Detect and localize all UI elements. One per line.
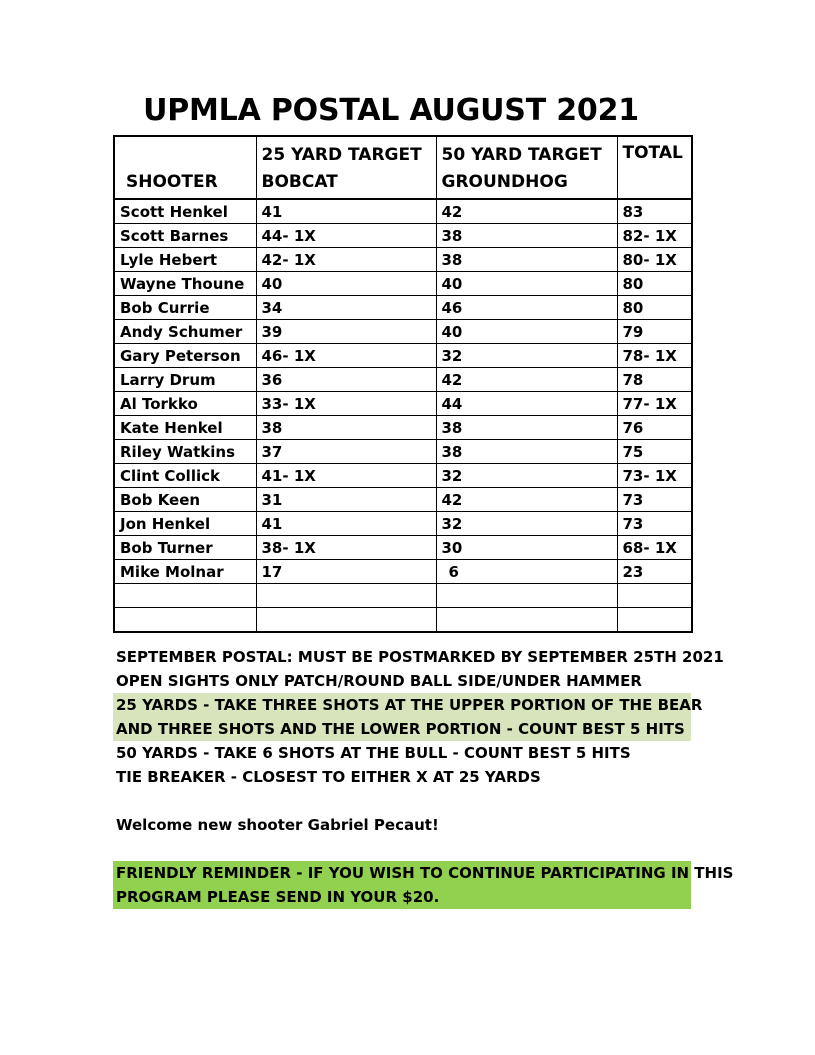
- score-25-cell: [256, 608, 436, 633]
- table-row: [114, 440, 692, 464]
- score-50-cell: 42: [436, 488, 617, 512]
- shooter-name-cell: Bob Keen: [114, 488, 256, 512]
- header-50-yard: [436, 136, 617, 199]
- table-row: [114, 608, 692, 633]
- table-row: [114, 416, 692, 440]
- total-cell: 68- 1X: [617, 536, 692, 560]
- score-25-cell: 33- 1X: [256, 392, 436, 416]
- shooter-name-cell: Bob Currie: [114, 296, 256, 320]
- total-cell: [617, 584, 692, 608]
- score-50-cell: 42: [436, 368, 617, 392]
- table-row: [114, 368, 692, 392]
- score-50-cell: 46: [436, 296, 617, 320]
- spacer: [113, 789, 691, 813]
- score-50-cell: 38: [436, 416, 617, 440]
- shooter-name-cell: Scott Henkel: [114, 199, 256, 224]
- yards25-note-line2: AND THREE SHOTS AND THE LOWER PORTION - COUNT BEST 5 HITS: [113, 717, 691, 741]
- score-50-cell: 38: [436, 224, 617, 248]
- table-row: [114, 344, 692, 368]
- september-postal-note: SEPTEMBER POSTAL: MUST BE POSTMARKED BY SEPTEMBER 25TH 2021: [116, 648, 724, 666]
- table-row: [114, 464, 692, 488]
- score-50-cell: [436, 584, 617, 608]
- shooter-name-cell: Clint Collick: [114, 464, 256, 488]
- score-25-cell: 34: [256, 296, 436, 320]
- score-25-cell: 41: [256, 199, 436, 224]
- header-shooter: SHOOTER: [114, 136, 256, 199]
- total-cell: 78: [617, 368, 692, 392]
- table-row: [114, 392, 692, 416]
- total-cell: 80: [617, 272, 692, 296]
- score-25-cell: 41- 1X: [256, 464, 436, 488]
- header-25-yard: [256, 136, 436, 199]
- total-cell: 75: [617, 440, 692, 464]
- score-50-cell: 32: [436, 464, 617, 488]
- table-row: [114, 272, 692, 296]
- shooter-name-cell: Scott Barnes: [114, 224, 256, 248]
- tiebreaker-note: TIE BREAKER - CLOSEST TO EITHER X AT 25 YARDS: [116, 768, 541, 786]
- score-50-cell: 30: [436, 536, 617, 560]
- table-row: [114, 584, 692, 608]
- total-cell: 79: [617, 320, 692, 344]
- header-25-yard-line1: 25 YARD TARGET: [261, 145, 422, 165]
- notes-section: [113, 645, 734, 909]
- table-row: [114, 248, 692, 272]
- table-row: [114, 199, 692, 224]
- score-25-cell: 38: [256, 416, 436, 440]
- score-25-cell: 46- 1X: [256, 344, 436, 368]
- score-50-cell: 6: [436, 560, 617, 584]
- total-cell: [617, 608, 692, 633]
- scores-table: [113, 135, 693, 633]
- score-50-cell: 32: [436, 344, 617, 368]
- reminder-line2: PROGRAM PLEASE SEND IN YOUR $20.: [113, 885, 691, 909]
- total-cell: 73- 1X: [617, 464, 692, 488]
- score-25-cell: 40: [256, 272, 436, 296]
- score-50-cell: [436, 608, 617, 633]
- score-25-cell: 36: [256, 368, 436, 392]
- table-row: [114, 488, 692, 512]
- shooter-name-cell: Bob Turner: [114, 536, 256, 560]
- total-cell: 83: [617, 199, 692, 224]
- sights-note: OPEN SIGHTS ONLY PATCH/ROUND BALL SIDE/UNDER HAMMER: [116, 672, 642, 690]
- shooter-name-cell: Kate Henkel: [114, 416, 256, 440]
- spacer: [113, 837, 691, 861]
- score-25-cell: 38- 1X: [256, 536, 436, 560]
- score-50-cell: 38: [436, 248, 617, 272]
- shooter-name-cell: Wayne Thoune: [114, 272, 256, 296]
- header-total: TOTAL: [617, 136, 692, 199]
- table-row: [114, 560, 692, 584]
- score-25-cell: 17: [256, 560, 436, 584]
- table-row: [114, 224, 692, 248]
- yards50-note: 50 YARDS - TAKE 6 SHOTS AT THE BULL - COUNT BEST 5 HITS: [116, 744, 631, 762]
- table-row: [114, 320, 692, 344]
- total-cell: 80- 1X: [617, 248, 692, 272]
- score-50-cell: 38: [436, 440, 617, 464]
- shooter-name-cell: Lyle Hebert: [114, 248, 256, 272]
- shooter-name-cell: [114, 608, 256, 633]
- score-50-cell: 42: [436, 199, 617, 224]
- score-25-cell: 31: [256, 488, 436, 512]
- total-cell: 76: [617, 416, 692, 440]
- header-50-yard-line2: GROUNDHOG: [441, 172, 568, 192]
- score-50-cell: 40: [436, 320, 617, 344]
- shooter-name-cell: [114, 584, 256, 608]
- table-row: [114, 296, 692, 320]
- shooter-name-cell: Al Torkko: [114, 392, 256, 416]
- yards25-note-line1: 25 YARDS - TAKE THREE SHOTS AT THE UPPER PORTION OF THE BEAR: [113, 693, 691, 717]
- score-50-cell: 40: [436, 272, 617, 296]
- table-row: [114, 512, 692, 536]
- total-cell: 78- 1X: [617, 344, 692, 368]
- header-50-yard-line1: 50 YARD TARGET: [441, 145, 602, 165]
- total-cell: 73: [617, 512, 692, 536]
- page-title: UPMLA POSTAL AUGUST 2021: [143, 93, 639, 128]
- shooter-name-cell: Mike Molnar: [114, 560, 256, 584]
- total-cell: 82- 1X: [617, 224, 692, 248]
- score-25-cell: 41: [256, 512, 436, 536]
- score-25-cell: 42- 1X: [256, 248, 436, 272]
- score-50-cell: 44: [436, 392, 617, 416]
- score-25-cell: 44- 1X: [256, 224, 436, 248]
- reminder-line1: FRIENDLY REMINDER - IF YOU WISH TO CONTINUE PARTICIPATING IN THIS: [113, 861, 691, 885]
- table-header-row: [114, 136, 692, 199]
- shooter-name-cell: Larry Drum: [114, 368, 256, 392]
- header-25-yard-line2: BOBCAT: [261, 172, 338, 192]
- shooter-name-cell: Andy Schumer: [114, 320, 256, 344]
- total-cell: 23: [617, 560, 692, 584]
- table-row: [114, 536, 692, 560]
- shooter-name-cell: Gary Peterson: [114, 344, 256, 368]
- score-25-cell: 37: [256, 440, 436, 464]
- score-25-cell: 39: [256, 320, 436, 344]
- total-cell: 77- 1X: [617, 392, 692, 416]
- shooter-name-cell: Riley Watkins: [114, 440, 256, 464]
- shooter-name-cell: Jon Henkel: [114, 512, 256, 536]
- score-50-cell: 32: [436, 512, 617, 536]
- total-cell: 73: [617, 488, 692, 512]
- score-25-cell: [256, 584, 436, 608]
- total-cell: 80: [617, 296, 692, 320]
- welcome-note: Welcome new shooter Gabriel Pecaut!: [116, 816, 439, 834]
